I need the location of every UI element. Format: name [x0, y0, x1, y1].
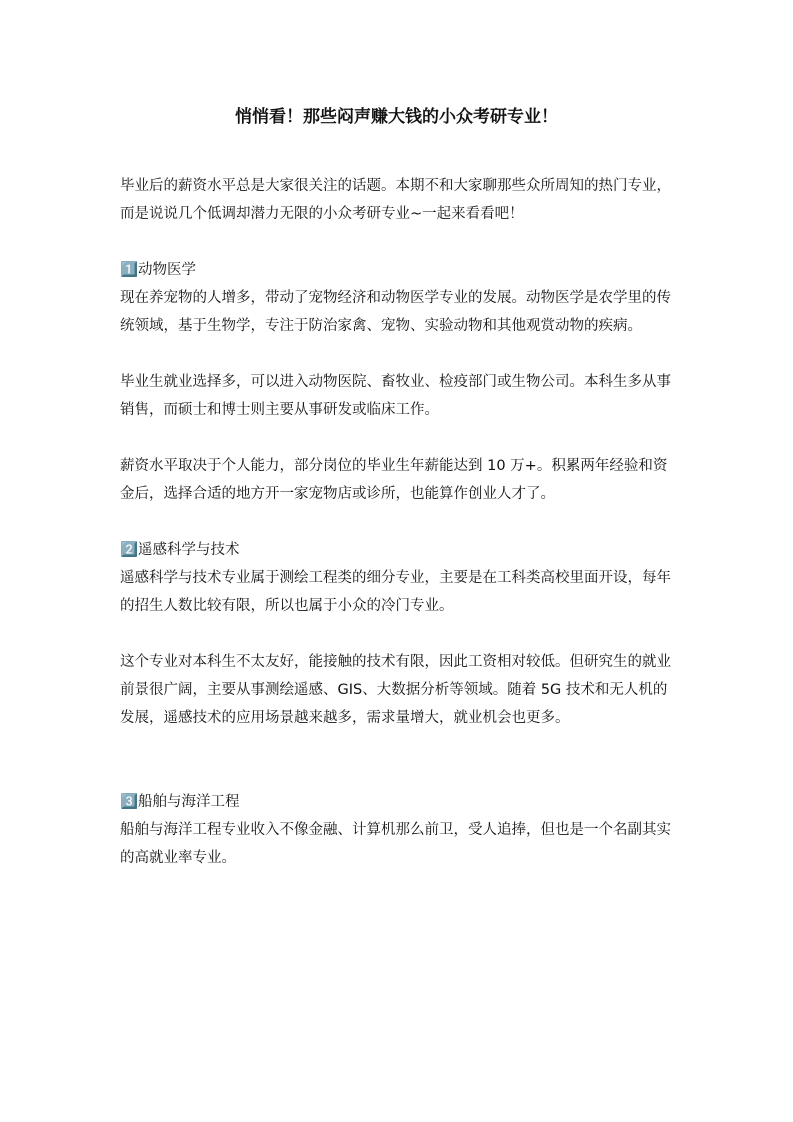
paragraph: 现在养宠物的人增多，带动了宠物经济和动物医学专业的发展。动物医学是农学里的传统领域，基于生物学，专注于防治家禽、宠物、实验动物和其他观赏动物的疾病。: [120, 290, 671, 334]
paragraph: 薪资水平取决于个人能力，部分岗位的毕业生年薪能达到 10 万+。积累两年经验和资金后，选择合适的地方开一家宠物店或诊所，也能算作创业人才了。: [120, 458, 668, 502]
paragraph: 船舶与海洋工程专业收入不像金融、计算机那么前卫，受人追捧，但也是一个名副其实的高就业率专业。: [120, 822, 671, 866]
document-body: [120, 172, 680, 872]
paragraph: 这个专业对本科生不太友好，能接触的技术有限，因此工资相对较低。但研究生的就业前景很广阔，主要从事测绘遥感、GIS、大数据分析等领域。随着 5G 技术和无人机的发展，遥感技术的应用场景越来越多，需求量增大，就业机会也更多。: [120, 654, 671, 726]
section-heading-remote-sensing: 2️⃣遥感科学与技术: [120, 542, 240, 558]
document-title: 悄悄看！那些闷声赚大钱的小众考研专业！: [235, 107, 558, 127]
section-heading-animal-medicine: 1️⃣动物医学: [120, 262, 197, 278]
section-heading-naval-engineering: 3️⃣船舶与海洋工程: [120, 794, 240, 810]
paragraph: 毕业生就业选择多，可以进入动物医院、畜牧业、检疫部门或生物公司。本科生多从事销售，而硕士和博士则主要从事研发或临床工作。: [120, 374, 671, 418]
paragraph: 遥感科学与技术专业属于测绘工程类的细分专业，主要是在工科类高校里面开设，每年的招生人数比较有限，所以也属于小众的冷门专业。: [120, 570, 671, 614]
intro-paragraph: 毕业后的薪资水平总是大家很关注的话题。本期不和大家聊那些众所周知的热门专业，而是说说几个低调却潜力无限的小众考研专业~一起来看看吧！: [120, 178, 671, 222]
